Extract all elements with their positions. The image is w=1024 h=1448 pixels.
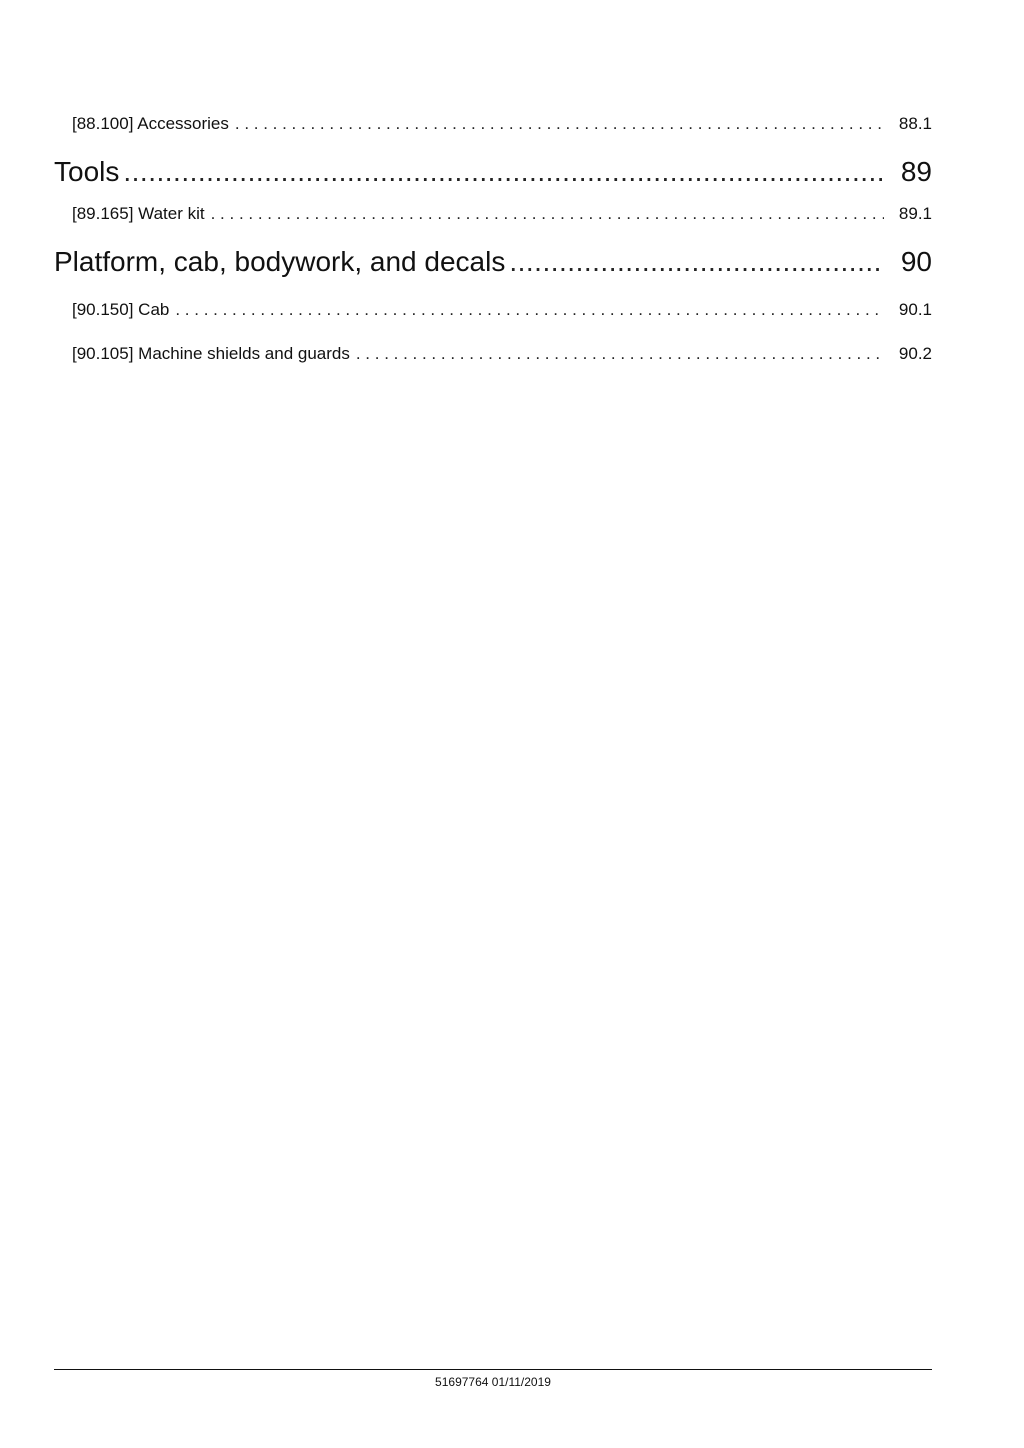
toc-chapter-title: Platform, cab, bodywork, and decals <box>54 246 506 277</box>
toc-entry-machine-shields[interactable] <box>72 344 932 364</box>
toc-chapter-page: 89 <box>900 156 932 187</box>
toc-entry-cab[interactable] <box>72 300 932 320</box>
toc-chapter-title: Tools <box>54 156 120 187</box>
toc-entry-water-kit[interactable] <box>72 204 932 224</box>
dot-leader <box>509 246 882 278</box>
toc-entry-title: [90.105] Machine shields and guards <box>72 344 350 363</box>
dot-leader <box>175 300 884 320</box>
footer-document-id: 51697764 01/11/2019 <box>435 1375 551 1389</box>
toc-entry-page: 88.1 <box>898 114 932 133</box>
footer-divider <box>54 1369 932 1370</box>
dot-leader <box>235 114 884 134</box>
toc-chapter-platform-cab[interactable] <box>54 246 932 278</box>
toc-entry-title: [89.165] Water kit <box>72 204 205 223</box>
toc-chapter-tools[interactable] <box>54 156 932 188</box>
toc-entry-page: 90.1 <box>898 300 932 319</box>
dot-leader <box>356 344 884 364</box>
toc-entry-page: 89.1 <box>898 204 932 223</box>
dot-leader <box>211 204 884 224</box>
toc-entry-title: [90.150] Cab <box>72 300 170 319</box>
toc-entry-page: 90.2 <box>898 344 932 363</box>
toc-entry-title: [88.100] Accessories <box>72 114 229 133</box>
toc-entry-accessories[interactable] <box>72 114 932 134</box>
toc-chapter-page: 90 <box>900 246 932 277</box>
dot-leader <box>123 156 882 188</box>
